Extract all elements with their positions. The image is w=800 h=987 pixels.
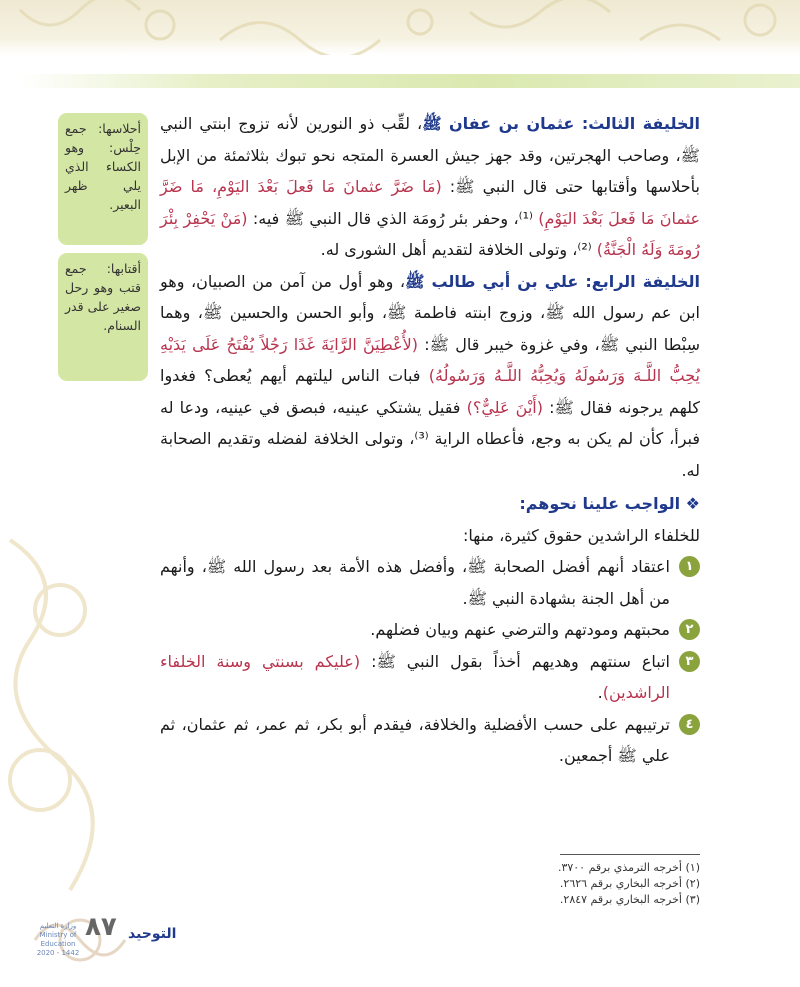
duty-intro: للخلفاء الراشدين حقوق كثيرة، منها: xyxy=(462,525,700,545)
paragraph-text: ⁽²⁾، وتولى الخلافة لتقديم أهل الشورى له. xyxy=(320,240,597,259)
footnote: (٣) أخرجه البخاري برقم ٢٨٤٧. xyxy=(559,893,700,906)
item-number: ٢ xyxy=(679,619,700,640)
top-decorative-band xyxy=(0,0,800,55)
item-number: ٤ xyxy=(679,714,700,735)
paragraph-text: ، لقِّب ذو النورين لأنه تزوج ابنتي النبي ﷺ، وصاحب الهجرتين، وقد جهز جيش العسرة المتجه نحو تبوك بثلاثمئة من الإبل بأحلاسها وأقتابها حتى قال النبي ﷺ: xyxy=(160,114,700,196)
fourth-caliph-title: الخليفة الرابع: علي بن أبي طالب ﷺ xyxy=(405,271,700,291)
list-item xyxy=(160,614,700,646)
paragraph-text: ⁽¹⁾، وحفر بئر رُومَة الذي قال النبي ﷺ فيه: xyxy=(247,208,539,228)
hadith-quote: (مَنْ يَحْفِرْ بِئْرَ رُومَةَ وَلَهُ الْجَنَّةُ) xyxy=(160,208,700,259)
third-caliph-title: الخليفة الثالث: عثمان بن عفان ﷺ xyxy=(422,114,700,133)
side-ornament-icon xyxy=(0,520,120,920)
ministry-logo xyxy=(28,922,88,958)
paragraph-text: فقيل يشتكي عينيه، فبصق في عينيه، ودعا له فبرأ، كأن لم يكن به وجع، فأعطاه الراية ⁽³⁾، وتولى الخلافة لفضله وتقديم الصحابة له. xyxy=(160,397,700,480)
edition-year: 2020 - 1442 xyxy=(36,949,80,957)
paragraph-text: فبات الناس ليلتهم أيهم يُعطى؟ فغدوا كلهم يرجونه فقال ﷺ: xyxy=(160,366,700,417)
hadith-quote: (لأُعْطِيَنَّ الرَّايَةَ غَدًا رَجُلاً يُفْتَحُ عَلَى يَدَيْهِ يُحِبُّ اللَّـهَ وَرَسُولَهُ وَيُحِبُّهُ اللَّـهُ وَرَسُولُهُ) xyxy=(160,334,700,385)
list-item xyxy=(160,551,700,614)
main-content xyxy=(160,108,700,772)
side-note-ahlas: أحلاسها: جمع حِلْس: وهو الكساء الذي يلي ظهر البعير. xyxy=(58,113,148,245)
item-number: ٣ xyxy=(679,651,700,672)
item-text: اتباع سنتهم وهديهم أخذاً بقول النبي ﷺ: xyxy=(360,651,670,671)
header-green-bar xyxy=(18,74,800,88)
hadith-quote: (مَا ضَرَّ عثمانَ مَا فَعلَ بَعْدَ اليَوْمِ، مَا ضَرَّ عثمانَ مَا فَعلَ بَعْدَ اليَوْمِ) xyxy=(160,177,701,228)
diamond-bullet-icon: ❖ xyxy=(680,494,700,513)
item-number: ١ xyxy=(679,556,700,577)
footnotes xyxy=(440,860,700,908)
paragraph-fourth-caliph xyxy=(160,266,700,487)
subject-label: التوحيد xyxy=(128,926,177,942)
ministry-name-ar: وزارة التعليم xyxy=(39,922,77,930)
ministry-name-en: Ministry of Education xyxy=(39,931,77,948)
footnote: (٢) أخرجه البخاري برقم ٢٦٢٦. xyxy=(559,877,700,890)
footnote: (١) أخرجه الترمذي برقم ٣٧٠٠. xyxy=(557,861,700,874)
paragraph-text: ، وهو أول من آمن من الصبيان، وهو ابن عم رسول الله ﷺ، وزوج ابنته فاطمة ﷺ، وأبو الحسن والحسين ﷺ، وهما سِبْطا النبي ﷺ، وفي غزوة خيبر قال ﷺ: xyxy=(160,271,701,354)
arabesque-ornament-icon xyxy=(0,0,800,55)
hadith-quote: (أَيْنَ عَلِيٌّ؟) xyxy=(466,397,543,417)
item-text: محبتهم ومودتهم والترضي عنهم وبيان فضلهم. xyxy=(370,620,670,639)
paragraph-third-caliph xyxy=(160,108,700,266)
hadith-quote: (عليكم بسنتي وسنة الخلفاء الراشدين) xyxy=(160,651,670,702)
page-number: ٨٧ xyxy=(85,912,117,942)
side-note-aqtab: أقتابها: جمع قتب وهو رحل صغير على قدر السنام. xyxy=(58,253,148,381)
list-item xyxy=(160,646,700,709)
duty-heading xyxy=(160,488,700,520)
item-text: ترتيبهم على حسب الأفضلية والخلافة، فيقدم أبو بكر، ثم عمر، ثم عثمان، ثم علي ﷺ أجمعين. xyxy=(160,714,670,765)
item-text: . xyxy=(597,683,603,702)
item-text: اعتقاد أنهم أفضل الصحابة ﷺ، وأفضل هذه الأمة بعد رسول الله ﷺ، وأنهم من أهل الجنة بشهادة النبي ﷺ. xyxy=(160,557,670,608)
duty-heading-text: الواجب علينا نحوهم: xyxy=(519,494,681,513)
list-item xyxy=(160,709,700,772)
footnote-divider xyxy=(560,854,700,855)
